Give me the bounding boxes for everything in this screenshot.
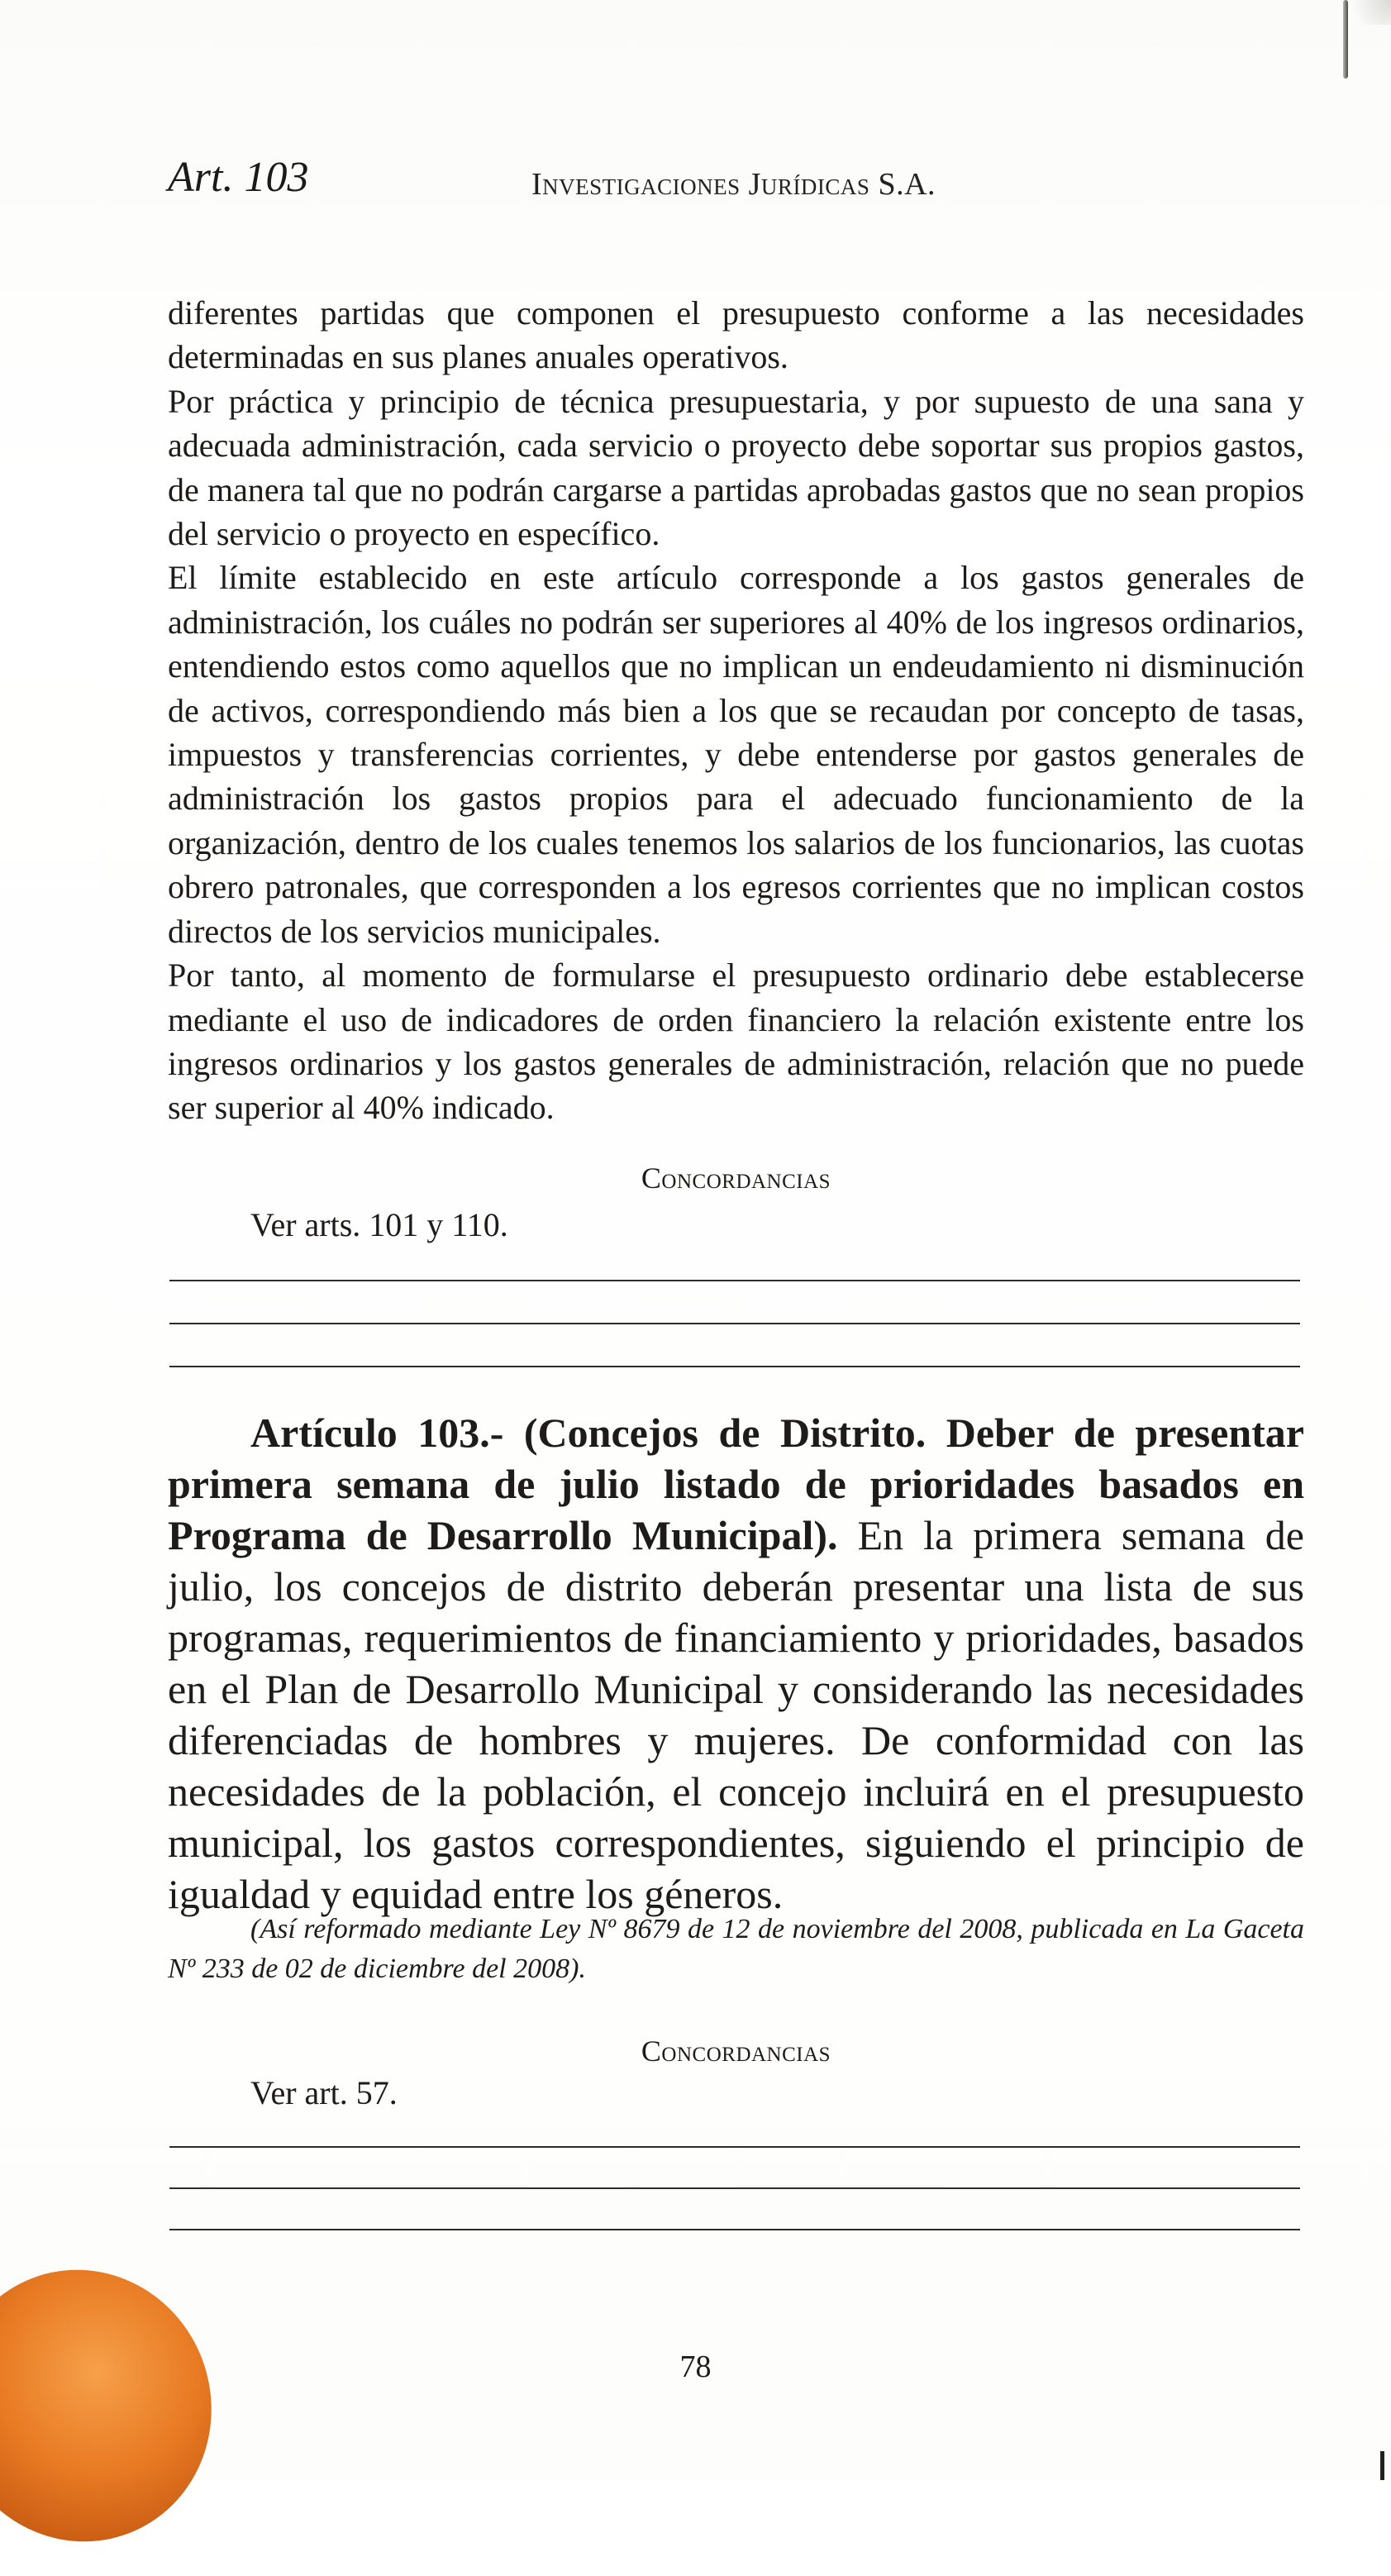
article-reference: Art. 103 xyxy=(168,154,309,201)
commentary-paragraph: Por práctica y principio de técnica presupuestaria, y por supuesto de una sana y adecuada administración, cada servicio o proyecto debe soportar sus propios gastos, de manera tal que no podrán cargarse a partidas aprobadas gastos que no sean propios del servicio o proyecto en específico. xyxy=(168,382,1304,553)
annotation-line xyxy=(169,1366,1300,1367)
page-corner-shadow xyxy=(1341,0,1391,25)
concordancias-heading: Concordancias xyxy=(641,1162,831,1195)
orange-object xyxy=(0,2235,246,2575)
concordancias-reference: Ver art. 57. xyxy=(250,2074,398,2111)
article-title: Artículo 103.- (Concejos de Distrito. Deber de presentar primera semana de julio listado de prioridades basados en Programa de Desarrollo Municipal). xyxy=(168,1410,1304,1558)
page-number: 78 xyxy=(679,2349,712,2384)
concordancias-reference: Ver arts. 101 y 110. xyxy=(250,1206,508,1243)
reform-note: (Así reformado mediante Ley Nº 8679 de 12 de noviembre del 2008, publicada en La Gaceta Nº 233 de 02 de diciembre del 2008). xyxy=(168,1914,1304,1984)
commentary-paragraph: El límite establecido en este artículo corresponde a los gastos generales de administración, los cuáles no podrán ser superiores al 40% de los ingresos ordinarios, entendiendo estos como aquellos que no implican un endeudamiento ni disminución de activos, correspondiendo más bien a los que se recaudan por concepto de tasas, impuestos y transferencias corrientes, y debe entenderse por gastos generales de administración los gastos propios para el adecuado funcionamiento de la organización, dentro de los cuales tenemos los salarios de los funcionarios, las cuotas obrero patronales, que corresponden a los egresos corrientes que no implican costos directos de los servicios municipales. xyxy=(168,559,1304,950)
edge-mark xyxy=(1380,2451,1384,2480)
concordancias-heading: Concordancias xyxy=(641,2035,831,2068)
article-paragraph xyxy=(168,1407,1304,1920)
annotation-line xyxy=(169,1323,1300,1324)
commentary-paragraph: diferentes partidas que componen el presupuesto conforme a las necesidades determinadas en sus planes anuales operativos. xyxy=(168,294,1304,376)
page-header xyxy=(168,149,1308,207)
commentary-text xyxy=(168,291,1304,1130)
article-103 xyxy=(168,1407,1304,1920)
annotation-line xyxy=(169,2229,1300,2230)
publisher-running-head: Investigaciones Jurídicas S.A. xyxy=(531,167,936,202)
article-body: En la primera semana de julio, los concejos de distrito deberán presentar una lista de sus programas, requerimientos de financiamiento y prioridades, basados en el Plan de Desarrollo Municipal y considerando las necesidades diferenciadas de hombres y mujeres. De conformidad con las necesidades de la población, el concejo incluirá en el presupuesto municipal, los gastos correspondientes, siguiendo el principio de igualdad y equidad entre los géneros. xyxy=(168,1512,1304,1917)
annotation-line xyxy=(169,1280,1300,1281)
annotation-line xyxy=(169,2187,1300,2189)
commentary-paragraph: Por tanto, al momento de formularse el presupuesto ordinario debe establecerse mediante el uso de indicadores de orden financiero la relación existente entre los ingresos ordinarios y los gastos generales de administración, relación que no puede ser superior al 40% indicado. xyxy=(168,956,1304,1127)
binding-mark xyxy=(1343,0,1348,79)
annotation-line xyxy=(169,2146,1300,2148)
